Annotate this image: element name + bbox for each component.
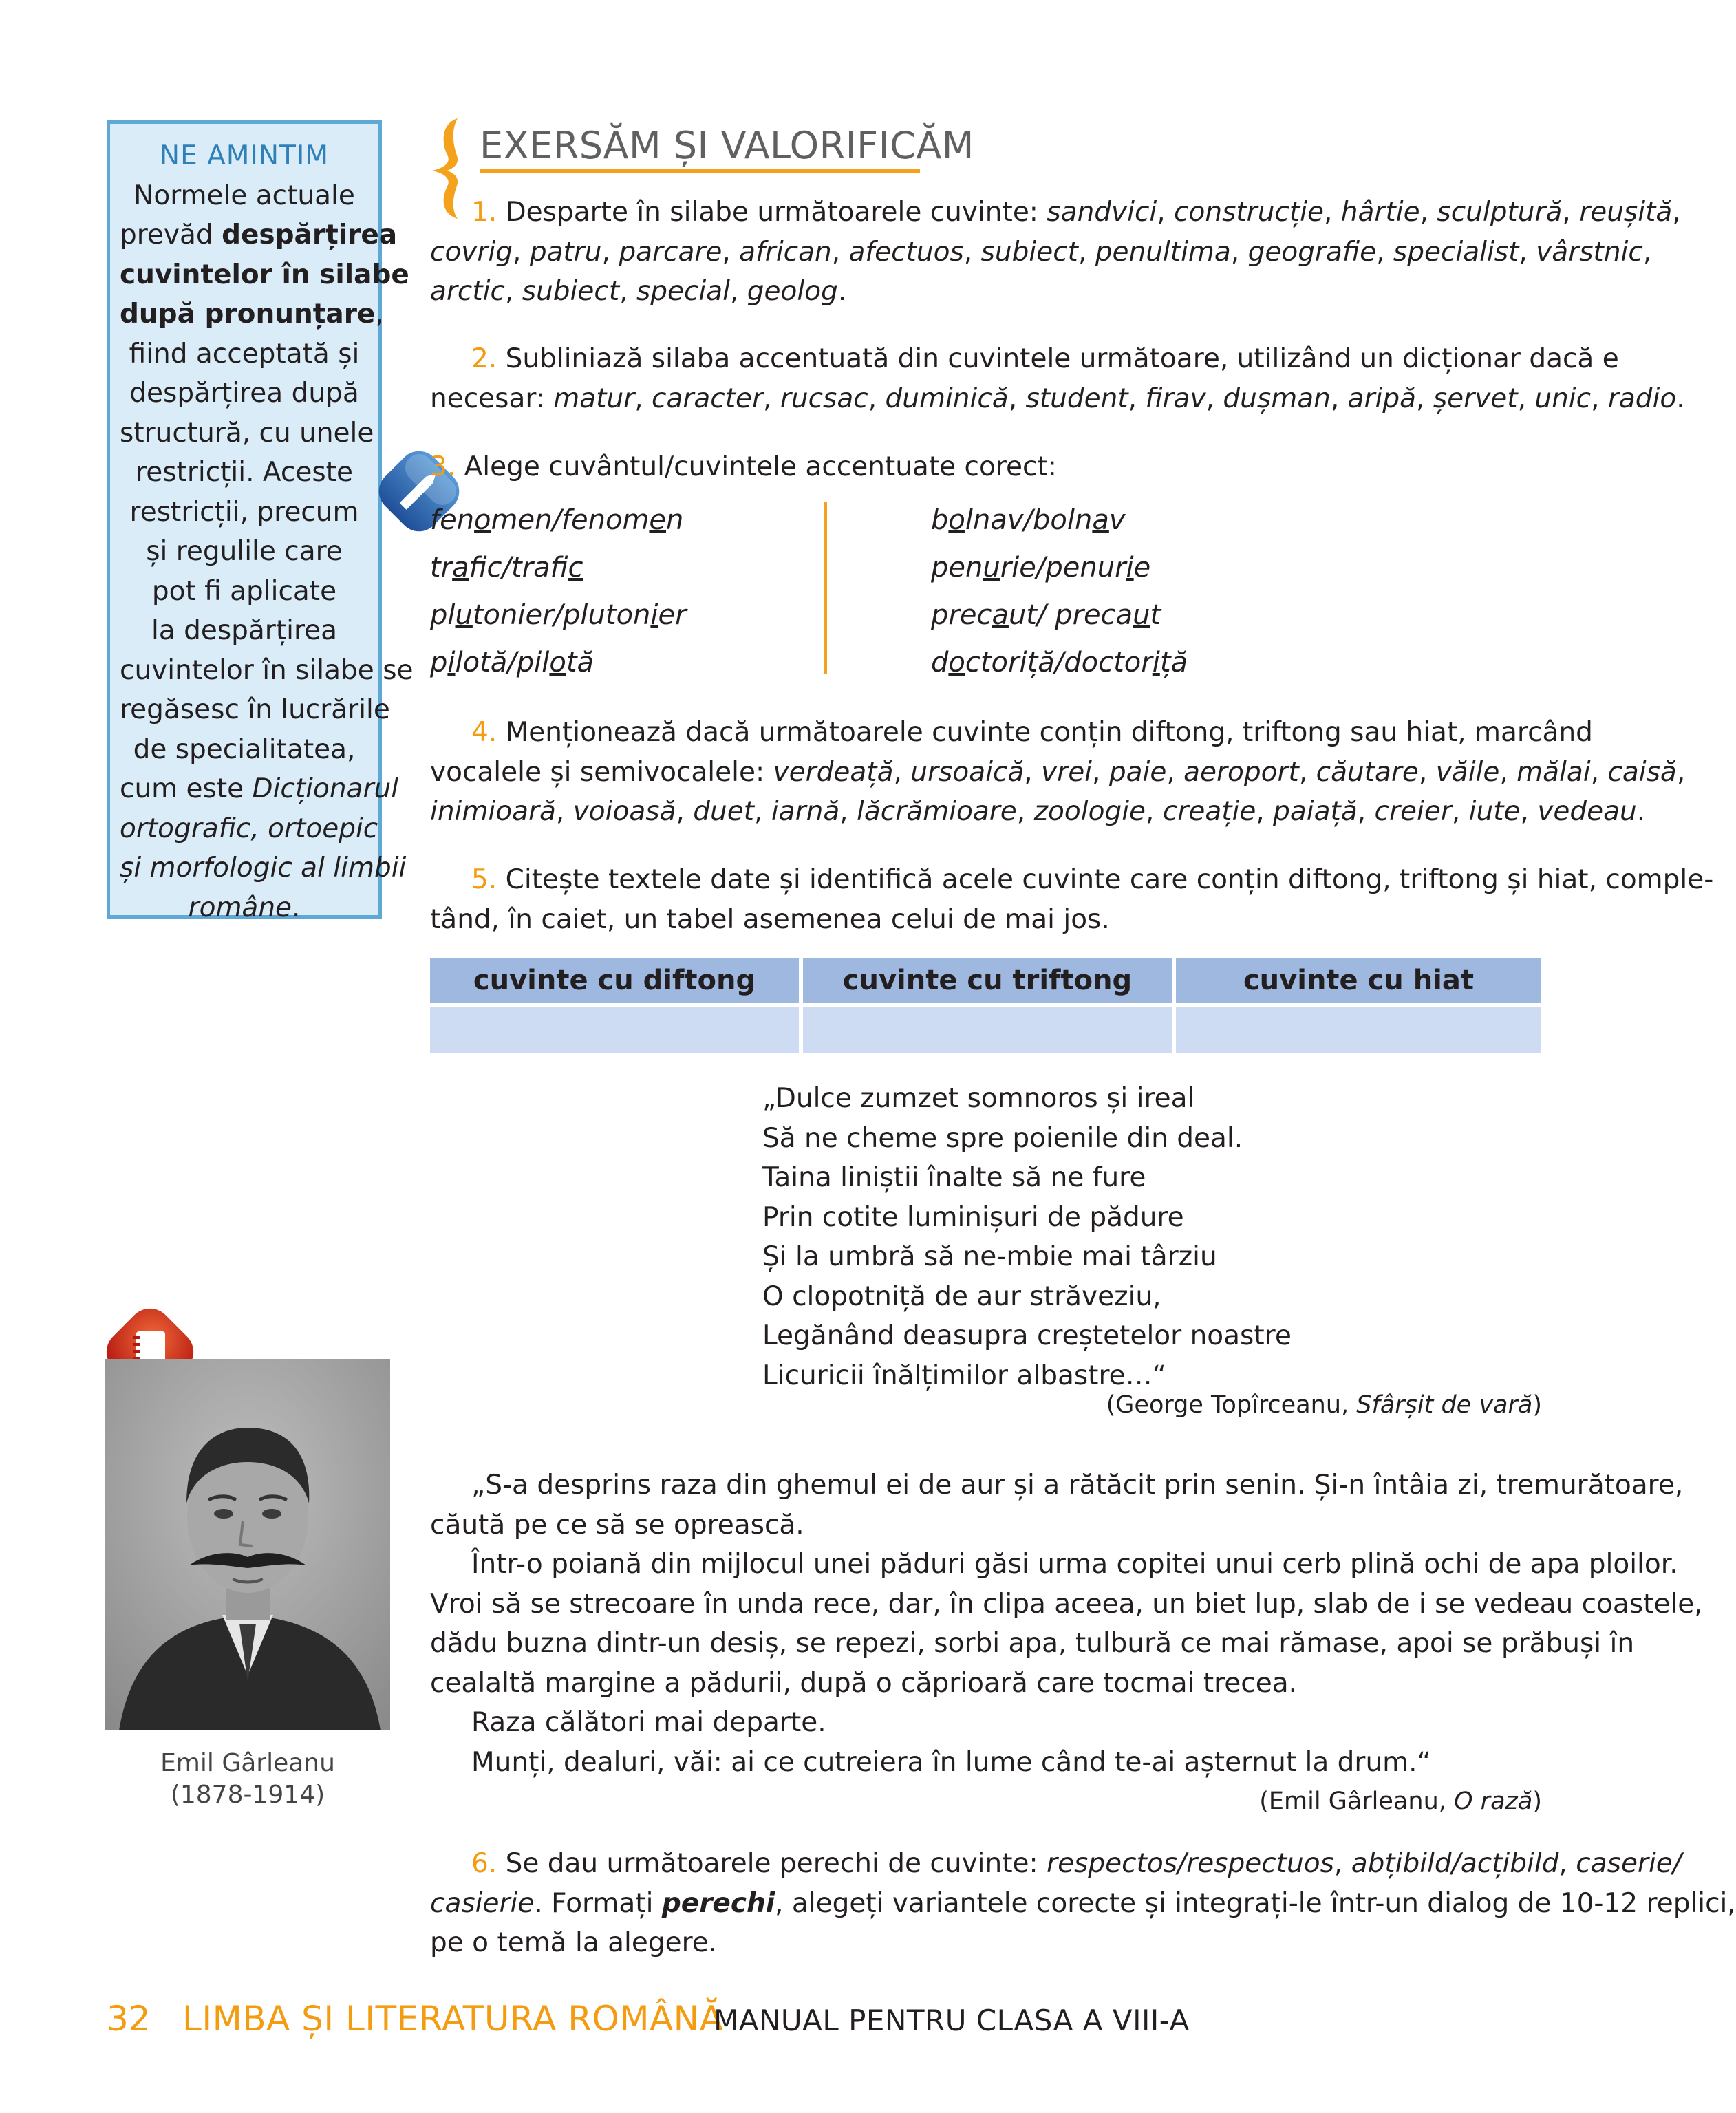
portrait-image [105, 1359, 390, 1730]
text-run: de specialitatea, [133, 733, 356, 765]
text-run: Normele actuale [133, 180, 355, 211]
text-run: Subliniază silaba accentuată din cuvintele următoare, utilizând un dicționar dacă e [505, 343, 1619, 374]
text-run: caisă [1607, 756, 1677, 788]
text-run: , [601, 236, 619, 268]
exercise-3-text: Alege cuvântul/cuvintele accentuate corect: [464, 451, 1057, 482]
text-run: , [1451, 796, 1469, 827]
text-run: , [1128, 383, 1146, 414]
text-run: , [1256, 796, 1274, 827]
text-run: parcare [619, 236, 722, 268]
text-run: construcție [1174, 197, 1324, 228]
text-line [120, 374, 369, 414]
table-cell [1176, 1007, 1541, 1053]
text-line [430, 1923, 1540, 1963]
text-line [430, 272, 1540, 312]
text-run: restricții, precum [129, 496, 359, 528]
text-run: , [1092, 756, 1109, 788]
text-run: firav [1145, 383, 1206, 414]
exercise-1 [430, 193, 1681, 312]
underlined-letter: u [1133, 599, 1150, 631]
text-run: geografie [1247, 236, 1377, 268]
exercise-number: 2. [471, 343, 497, 374]
text-run: covrig [430, 236, 513, 268]
exercise-2 [430, 339, 1685, 418]
text-run: cum este [120, 773, 253, 804]
book-subtitle: MANUAL PENTRU CLASA A VIII-A [714, 2004, 1190, 2037]
text-run: arctic [430, 276, 505, 307]
exercise-number: 6. [471, 1848, 497, 1879]
text-run: zoologie [1033, 796, 1146, 827]
text-run: . [292, 892, 301, 923]
text-run: la despărțirea [151, 615, 338, 646]
text-run: matur [553, 383, 635, 414]
text-run: specialist [1393, 236, 1519, 268]
word-option [430, 544, 687, 592]
text-run: inimioară [430, 796, 556, 827]
prose-source-author: (Emil Gârleanu, [1259, 1788, 1454, 1815]
text-run: t [1150, 599, 1161, 631]
text-run: lnav/boln [965, 504, 1093, 536]
word-list-left [430, 497, 687, 687]
text-run: vrei [1041, 756, 1093, 788]
text-run: prevăd [120, 219, 222, 250]
text-run: , [963, 236, 981, 268]
text-run: , [1205, 383, 1223, 414]
text-run: și regulile care [146, 536, 343, 567]
text-run: reușită [1579, 197, 1673, 228]
text-line [430, 233, 1652, 272]
table-header-diftong: cuvinte cu diftong [430, 958, 799, 1003]
text-run: , [1517, 383, 1535, 414]
text-line [120, 215, 398, 255]
text-run: despărțirea [222, 219, 398, 250]
word-option [931, 639, 1188, 687]
exercise-3 [430, 447, 1540, 487]
text-run: , [1520, 796, 1538, 827]
text-run: ut/ preca [1008, 599, 1133, 631]
text-run: duminică [885, 383, 1009, 414]
text-run: , [1230, 236, 1248, 268]
text-run: b [931, 504, 949, 536]
text-run: subiect [522, 276, 620, 307]
text-run: subiect [980, 236, 1078, 268]
underlined-letter: a [452, 552, 469, 583]
table-cell [430, 1007, 799, 1053]
text-run: tă [566, 647, 594, 678]
text-run: Menționează dacă următoarele cuvinte conțin diftong, triftong sau hiat, marcând [505, 717, 1593, 748]
text-run: . [1676, 383, 1685, 414]
text-run: , [1024, 756, 1042, 788]
prose-text [430, 1466, 1703, 1782]
text-line [120, 572, 369, 612]
text-run: lăcrămioare [857, 796, 1017, 827]
text-run: abțibild/acțibild [1351, 1848, 1559, 1879]
poem-source-end: ) [1532, 1391, 1542, 1419]
poem-line: Licuricii înălțimilor albastre…“ [762, 1360, 1166, 1391]
text-run: vedeau [1537, 796, 1637, 827]
prose-line: Munți, dealuri, văi: ai ce cutreiera în lume când te-ai așternut la drum.“ [471, 1746, 1431, 1778]
prose-line: Vroi să se strecoare în unda rece, dar, în clipa aceea, un biet lup, slab de i se vedeau coastele, [430, 1588, 1703, 1620]
text-line [120, 809, 378, 849]
text-run: casierie [430, 1887, 535, 1919]
poem-line: O clopotniță de aur străveziu, [762, 1280, 1161, 1312]
text-line [120, 334, 369, 374]
text-line [120, 848, 407, 888]
word-option [931, 544, 1188, 592]
text-run: , [1376, 236, 1393, 268]
text-run: , [1499, 756, 1517, 788]
text-run: , [1146, 796, 1163, 827]
underlined-letter: o [948, 504, 965, 536]
remember-box-text [120, 176, 414, 928]
underlined-letter: u [983, 552, 1000, 583]
text-line [430, 1844, 1682, 1884]
text-run: , [1590, 756, 1608, 788]
text-run: vârstnic [1536, 236, 1643, 268]
text-run: , [513, 236, 530, 268]
text-run: , [1157, 197, 1175, 228]
prose-line: cealaltă margine a pădurii, după o căprioară care tocmai trecea. [430, 1667, 1298, 1699]
word-option [931, 592, 1188, 639]
exercise-number: 1. [471, 197, 497, 228]
text-run: african [739, 236, 832, 268]
prose-source [1259, 1788, 1542, 1815]
text-run: perechi [661, 1887, 775, 1919]
text-run: pl [430, 599, 456, 631]
prose-line: „S-a desprins raza din ghemul ei de aur și a rătăcit prin senin. Și-n întâia zi, tremurătoare, [471, 1470, 1684, 1501]
text-run: dușman [1223, 383, 1331, 414]
underlined-letter: u [455, 599, 473, 631]
text-run: unic [1534, 383, 1592, 414]
text-run: , [1166, 756, 1184, 788]
poem-line: „Dulce zumzet somnoros și ireal [762, 1083, 1195, 1114]
prose-line: Într-o poiană din mijlocul unei păduri găsi urma copitei unui cerb plină ochi de apa ploilor. [471, 1549, 1678, 1580]
text-run: , [1357, 796, 1375, 827]
poem-source [1106, 1391, 1542, 1419]
text-run: regăsesc în lucrările [120, 694, 390, 725]
text-run: voioasă [572, 796, 676, 827]
text-run: paiață [1273, 796, 1358, 827]
book-title: LIMBA ȘI LITERATURA ROMÂNĂ [182, 1999, 724, 2039]
text-run: , [868, 383, 886, 414]
text-run: men/fenom [491, 504, 650, 536]
underlined-letter: i [1152, 647, 1160, 678]
table-header-hiat: cuvinte cu hiat [1176, 958, 1541, 1003]
text-run: . [837, 276, 847, 307]
poem-line: Prin cotite luminișuri de pădure [762, 1201, 1184, 1233]
text-run: cuvintelor în silabe [120, 259, 409, 290]
text-run: paie [1108, 756, 1167, 788]
text-line [430, 900, 1540, 940]
exercise-number: 5. [471, 864, 497, 895]
text-line [430, 193, 1681, 233]
prose-line: căută pe ce să se oprească. [430, 1509, 804, 1541]
text-line [430, 1884, 1736, 1924]
text-run: . [1636, 796, 1646, 827]
text-run: , [839, 796, 857, 827]
text-line [120, 176, 369, 216]
poem-line: Să ne cheme spre poienile din deal. [762, 1122, 1243, 1154]
prose-line: dădu buzna dintr-un desiș, se repezi, sorbi apa, tulbură ce mai rămase, apoi se prăbuși în [430, 1628, 1635, 1659]
text-run: tând, în caiet, un tabel asemenea celui de mai jos. [430, 903, 1110, 935]
text-run: pot fi aplicate [151, 575, 337, 607]
word-option [430, 497, 687, 544]
text-run: respectos/respectuos [1047, 1848, 1334, 1879]
page-number: 32 [107, 1999, 151, 2039]
text-run: , [1519, 236, 1536, 268]
prose-source-end: ) [1532, 1788, 1542, 1815]
exercise-6 [430, 1844, 1736, 1963]
text-run: , [1298, 756, 1316, 788]
poem-source-author: (George Topîrceanu, [1106, 1391, 1357, 1419]
text-line [120, 888, 369, 928]
text-run: , [1008, 383, 1026, 414]
remember-box-title: NE AMINTIM [159, 140, 330, 171]
text-run: , [722, 236, 740, 268]
text-run: Desparte în silabe următoarele cuvinte: [505, 197, 1047, 228]
text-run: fiind acceptată și [129, 338, 360, 369]
text-line [120, 453, 369, 493]
underlined-letter: i [447, 647, 456, 678]
text-run: iute [1468, 796, 1521, 827]
text-run: pe o temă la alegere. [430, 1927, 718, 1958]
text-line [120, 532, 369, 572]
text-line [120, 611, 369, 651]
text-line [120, 651, 414, 691]
text-run: geolog [747, 276, 838, 307]
text-line [120, 414, 374, 453]
text-run: văile [1435, 756, 1500, 788]
section-title-underline [480, 169, 920, 173]
text-run: creație [1162, 796, 1256, 827]
text-run: , [504, 276, 522, 307]
text-run: , [555, 796, 573, 827]
text-run: rucsac [780, 383, 868, 414]
text-run: șervet [1433, 383, 1518, 414]
text-run: române [188, 892, 292, 923]
text-run: , [1419, 197, 1437, 228]
text-run: despărțirea după [129, 378, 359, 409]
text-run: , [1642, 236, 1652, 268]
text-run: aeroport [1183, 756, 1299, 788]
table-header-triftong: cuvinte cu triftong [803, 958, 1172, 1003]
text-run: , [634, 383, 652, 414]
poem-line: Legănând deasupra creștetelor noastre [762, 1320, 1292, 1351]
underlined-letter: o [549, 647, 566, 678]
text-line [120, 255, 409, 295]
text-line [430, 713, 1593, 753]
text-run: p [430, 647, 448, 678]
text-run: fen [430, 504, 475, 536]
text-run: , [754, 796, 771, 827]
text-run: afectuos [848, 236, 964, 268]
text-run: , [1591, 383, 1608, 414]
prose-source-title: O rază [1454, 1788, 1533, 1815]
text-line [430, 792, 1646, 832]
word-list-right [931, 497, 1188, 687]
text-run: hârtie [1340, 197, 1420, 228]
text-run: student [1025, 383, 1128, 414]
text-run: caracter [652, 383, 764, 414]
poem [762, 1079, 1292, 1395]
text-run: , [763, 383, 780, 414]
text-run: mălai [1517, 756, 1591, 788]
text-run: , [1324, 197, 1341, 228]
text-run: , [1330, 383, 1348, 414]
text-line [430, 339, 1619, 379]
text-run: și morfologic al limbii [120, 852, 407, 883]
prose-line: Raza călători mai departe. [471, 1707, 826, 1738]
word-option [931, 497, 1188, 544]
text-run: vocalele și semivocalele: [430, 756, 773, 788]
text-run: pen [931, 552, 983, 583]
portrait-name: Emil Gârleanu [160, 1749, 335, 1777]
underlined-letter: c [568, 552, 583, 583]
text-run: ctoriță/doctor [965, 647, 1153, 678]
text-line [120, 730, 369, 770]
text-run: necesar: [430, 383, 554, 414]
word-option [430, 639, 687, 687]
text-run: , [730, 276, 747, 307]
text-run: , [1562, 197, 1580, 228]
exercise-number: 4. [471, 717, 497, 748]
text-run: , [1016, 796, 1034, 827]
text-line [120, 294, 384, 334]
text-run: er [658, 599, 687, 631]
syllable-table [430, 958, 1541, 1054]
text-run: lotă/pil [455, 647, 550, 678]
underlined-letter: o [948, 647, 965, 678]
text-run: special [636, 276, 730, 307]
underlined-letter: a [1092, 504, 1109, 536]
text-run: cuvintelor în silabe se [120, 654, 414, 686]
underlined-letter: e [649, 504, 667, 536]
text-run: n [666, 504, 684, 536]
word-option [430, 592, 687, 639]
underlined-letter: i [1126, 552, 1134, 583]
remember-box [107, 120, 414, 923]
text-run: iarnă [771, 796, 840, 827]
text-run: ursoaică [910, 756, 1025, 788]
exercise-number: 3. [430, 451, 456, 482]
text-run: verdeață [773, 756, 894, 788]
text-run: duet [693, 796, 755, 827]
poem-line: Taina liniștii înalte să ne fure [762, 1162, 1146, 1193]
text-run: v [1108, 504, 1126, 536]
text-run: fic/trafi [469, 552, 568, 583]
poem-line: Și la umbră să ne-mbie mai târziu [762, 1241, 1217, 1272]
text-run: e [1133, 552, 1151, 583]
text-run: tonier/pluton [472, 599, 651, 631]
text-run: structură, cu unele [120, 417, 374, 449]
text-run: sculptură [1437, 197, 1563, 228]
text-run: , [1676, 756, 1686, 788]
text-run: , [1333, 1848, 1351, 1879]
text-run: aripă [1347, 383, 1417, 414]
column-divider [824, 502, 827, 674]
text-run: prec [931, 599, 992, 631]
text-run: , [1078, 236, 1095, 268]
text-run: , [1418, 756, 1436, 788]
text-run: rie/penur [1000, 552, 1126, 583]
text-run: , [375, 299, 384, 330]
text-run: căutare [1316, 756, 1419, 788]
table-cell [803, 1007, 1172, 1053]
text-line [120, 690, 390, 730]
text-run: patru [529, 236, 602, 268]
text-run: penultima [1095, 236, 1231, 268]
text-run: tr [430, 552, 453, 583]
text-run: , [1558, 1848, 1576, 1879]
text-line [430, 860, 1714, 900]
portrait-caption [105, 1748, 390, 1811]
text-line [120, 493, 369, 533]
text-run: Dicționarul [252, 773, 399, 804]
text-run: , [676, 796, 694, 827]
poem-source-title: Sfârșit de vară [1356, 1391, 1533, 1419]
text-run: , [619, 276, 636, 307]
text-run: caserie/ [1576, 1848, 1682, 1879]
text-run: sandvici [1047, 197, 1157, 228]
text-run: . Formați [534, 1887, 662, 1919]
exercise-4 [430, 713, 1686, 832]
underlined-letter: o [474, 504, 491, 536]
text-line [430, 753, 1686, 793]
text-run: , [1416, 383, 1433, 414]
text-line [120, 769, 399, 809]
text-run: , [893, 756, 911, 788]
text-run: ță [1159, 647, 1188, 678]
underlined-letter: a [992, 599, 1009, 631]
text-run: , [1672, 197, 1681, 228]
text-run: Se dau următoarele perechi de cuvinte: [505, 1848, 1047, 1879]
text-run: d [931, 647, 949, 678]
text-line [430, 379, 1685, 419]
text-run: , [831, 236, 849, 268]
underlined-letter: i [650, 599, 658, 631]
portrait-years: (1878-1914) [170, 1781, 325, 1809]
section-title: EXERSĂM ȘI VALORIFICĂM [480, 124, 974, 167]
text-run: ortografic, ortoepic [120, 813, 378, 844]
text-run: radio [1607, 383, 1677, 414]
text-run: Citește textele date și identifică acele cuvinte care conțin diftong, triftong și hiat, comple- [505, 864, 1714, 895]
text-run: după pronunțare [120, 299, 376, 330]
text-run: , alegeți variantele corecte și integrați-le într-un dialog de 10-12 replici, [775, 1887, 1736, 1919]
text-run: restricții. Aceste [136, 457, 353, 488]
exercise-5 [430, 860, 1714, 939]
text-run: creier [1374, 796, 1452, 827]
